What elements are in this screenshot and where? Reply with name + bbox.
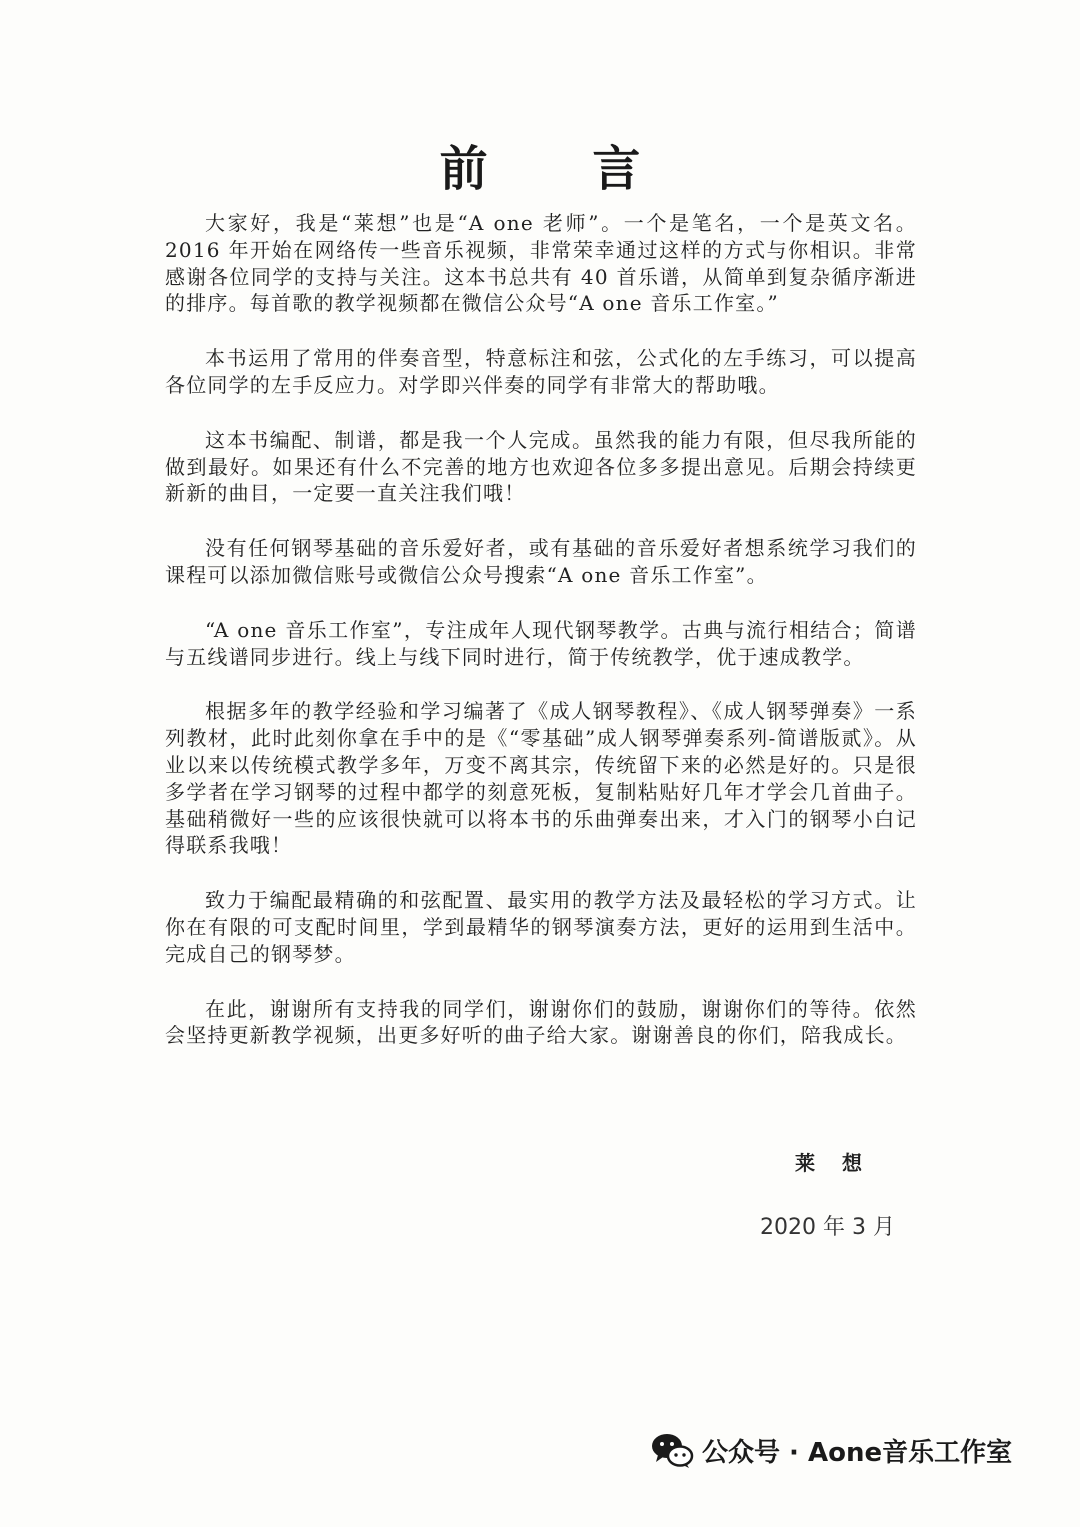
watermark-text: 公众号 · Aone音乐工作室	[702, 1437, 1013, 1468]
date-line: 2020 年 3 月	[760, 1215, 895, 1240]
paragraph: “A one 音乐工作室”，专注成年人现代钢琴教学。古典与流行相结合；简谱与五线谱同步进行。线上与线下同时进行，简于传统教学，优于速成教学。	[165, 617, 917, 669]
paragraph: 本书运用了常用的伴奏音型，特意标注和弦，公式化的左手练习，可以提高各位同学的左手反应力。对学即兴伴奏的同学有非常大的帮助哦。	[165, 346, 917, 397]
paragraph: 根据多年的教学经验和学习编著了《成人钢琴教程》、《成人钢琴弹奏》一系列教材，此时此刻你拿在手中的是《“零基础”成人钢琴弹奏系列-简谱版贰》。从业以来以传统模式教学多年，万变不离其宗，传统留下来的必然是好的。只是很多学者在学习钢琴的过程中都学的刻意死板，复制粘贴好几年才学会几首曲子。基础稍微好一些的应该很快就可以将本书的乐曲弹奏出来，才入门的钢琴小白记得联系我哦！	[165, 699, 917, 858]
author-signature: 莱 想	[795, 1151, 872, 1175]
watermark	[650, 1430, 1012, 1470]
preface-body	[165, 210, 917, 1077]
paragraph: 致力于编配最精确的和弦配置、最实用的教学方法及最轻松的学习方式。让你在有限的可支配时间里，学到最精华的钢琴演奏方法，更好的运用到生活中。完成自己的钢琴梦。	[165, 888, 917, 966]
paragraph: 这本书编配、制谱，都是我一个人完成。虽然我的能力有限，但尽我所能的做到最好。如果还有什么不完善的地方也欢迎各位多多提出意见。后期会持续更新新的曲目，一定要一直关注我们哦！	[165, 427, 917, 506]
page-title: 前 言	[439, 141, 685, 197]
wechat-icon	[650, 1431, 694, 1469]
paragraph: 大家好，我是“莱想”也是“A one 老师”。一个是笔名，一个是英文名。2016 年开始在网络传一些音乐视频，非常荣幸通过这样的方式与你相识。非常感谢各位同学的支持与关注。这本书总共有 40 首乐谱，从简单到复杂循序渐进的排序。每首歌的教学视频都在微信公众号“A one 音乐工作室。”	[165, 211, 917, 316]
paragraph: 没有任何钢琴基础的音乐爱好者，或有基础的音乐爱好者想系统学习我们的课程可以添加微信账号或微信公众号搜索“A one 音乐工作室”。	[165, 536, 917, 587]
paragraph: 在此，谢谢所有支持我的同学们，谢谢你们的鼓励，谢谢你们的等待。依然会坚持更新教学视频，出更多好听的曲子给大家。谢谢善良的你们，陪我成长。	[165, 996, 917, 1048]
